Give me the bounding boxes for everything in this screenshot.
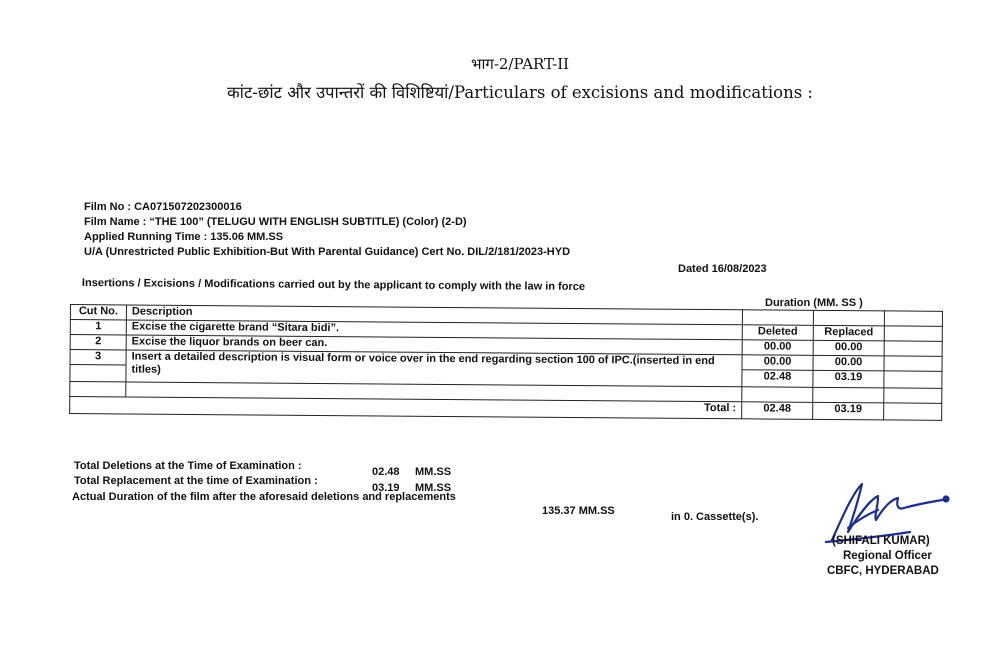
blank-cell (884, 371, 942, 388)
blank-cell (884, 388, 942, 403)
cut-number: 1 (70, 320, 126, 335)
blank-cell (813, 387, 884, 403)
blank-cell (884, 326, 942, 341)
total-deleted: 02.48 (742, 402, 813, 420)
blank-cell (884, 341, 942, 356)
blank-cell (884, 356, 942, 371)
cut-description: Excise the liquor brands on beer can. (126, 335, 742, 355)
cut-replaced: 03.19 (813, 370, 884, 388)
header-deleted-blank (742, 310, 813, 326)
section-title: कांट-छांट और उपान्तरों की विशिष्टियां/Particulars of excisions and modifications : (227, 83, 813, 102)
certificate-date: Dated 16/08/2023 (678, 263, 767, 275)
duration-label: Duration (MM. SS ) (765, 297, 863, 309)
header-replaced-blank (813, 310, 884, 326)
total-deletions-label: Total Deletions at the Time of Examination : (74, 460, 302, 472)
header-description: Description (126, 305, 742, 325)
cuts-table (69, 304, 943, 421)
blank-cell (742, 387, 813, 403)
cut-replaced: 00.00 (813, 340, 884, 356)
cut-replaced: 00.00 (813, 355, 884, 371)
header-extra-blank (884, 311, 942, 326)
cut-deleted: 00.00 (742, 340, 813, 356)
total-deletions-unit: MM.SS (415, 466, 452, 478)
total-replacement-unit: MM.SS (415, 482, 452, 494)
column-deleted-label: Deleted (742, 325, 813, 341)
blank-cell (70, 365, 126, 382)
cut-deleted: 02.48 (742, 370, 813, 388)
header-cut-no: Cut No. (70, 305, 126, 320)
total-label: Total : (70, 397, 742, 419)
certificate-info: U/A (Unrestricted Public Exhibition-But With Parental Guidance) Cert No. DIL/2/181/2023-HYD (84, 246, 571, 258)
film-number: Film No : CA071507202300016 (84, 201, 242, 213)
part-heading: भाग-2/PART-II (470, 55, 570, 73)
cut-deleted: 00.00 (742, 355, 813, 371)
column-replaced-label: Replaced (813, 325, 884, 341)
cut-description: Insert a detailed description is visual form or voice over in the end regarding section 100 of IPC.(inserted in end titles) (126, 350, 742, 387)
blank-cell (884, 403, 942, 420)
cassette-count: in 0. Cassette(s). (671, 511, 759, 523)
applied-running-time: Applied Running Time : 135.06 MM.SS (84, 231, 284, 243)
total-deletions-value: 02.48 (372, 466, 400, 478)
blank-cell (70, 382, 126, 397)
film-name: Film Name : “THE 100” (TELUGU WITH ENGLISH SUBTITLE) (Color) (2-D) (84, 216, 467, 228)
officer-office: CBFC, HYDERABAD (827, 565, 939, 577)
total-replacement-value: 03.19 (372, 482, 400, 494)
total-replaced: 03.19 (813, 402, 884, 420)
cut-description: Excise the cigarette brand “Sitara bidi”. (126, 320, 742, 340)
total-replacement-label: Total Replacement at the time of Examination : (74, 475, 318, 487)
officer-name: (SHIFALI KUMAR) (832, 535, 930, 547)
cuts-intro: Insertions / Excisions / Modifications carried out by the applicant to comply with the law in force (81, 277, 586, 293)
cut-number: 3 (70, 350, 126, 365)
officer-designation: Regional Officer (843, 550, 932, 562)
actual-duration-label: Actual Duration of the film after the aforesaid deletions and replacements (72, 491, 456, 503)
cut-number: 2 (70, 335, 126, 350)
actual-duration-value: 135.37 MM.SS (542, 505, 615, 517)
